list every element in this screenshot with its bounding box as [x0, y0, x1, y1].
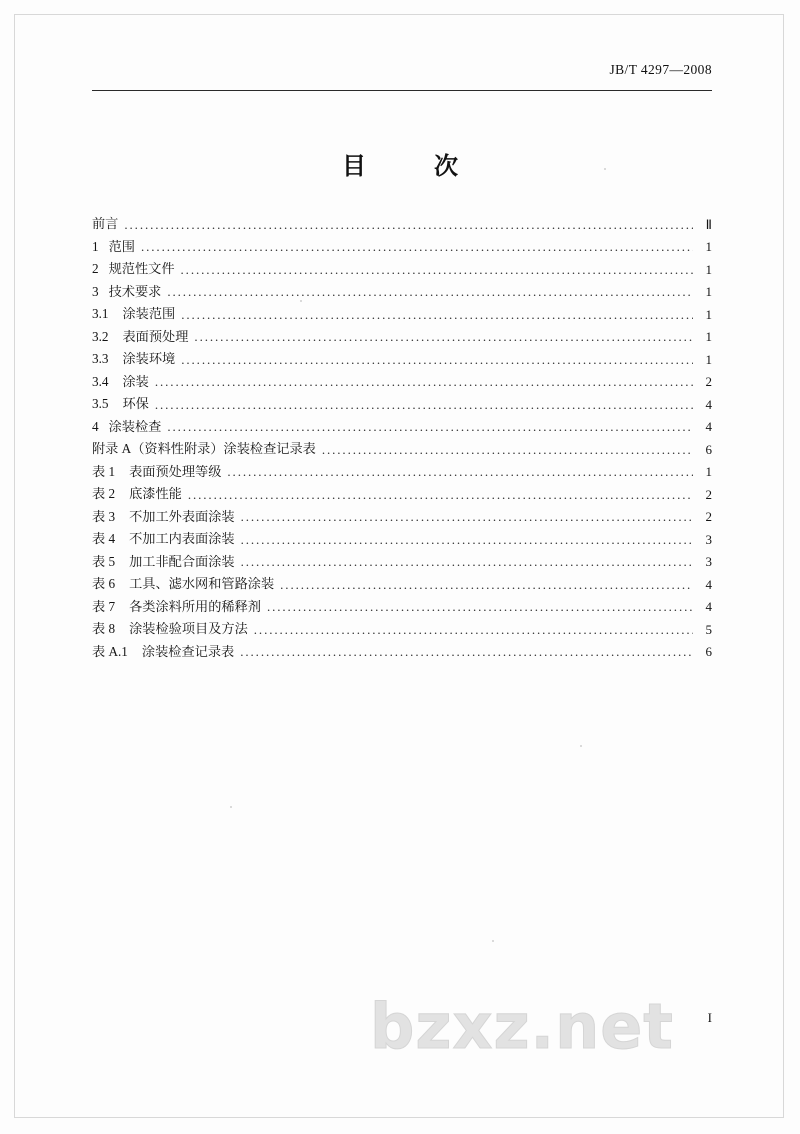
toc-entry[interactable]: [92, 523, 712, 546]
toc-entry-title: 涂装检查记录表: [141, 643, 235, 659]
scan-speck: [230, 806, 232, 808]
toc-entry-title: 涂装环境: [122, 351, 176, 367]
toc-entry[interactable]: [92, 411, 712, 434]
toc-entry-number: 3.1: [92, 306, 109, 322]
toc-entry-label: [92, 240, 139, 253]
toc-entry-label: [92, 420, 165, 433]
toc-leader-dots: [181, 351, 693, 364]
toc-leader-dots: [241, 531, 693, 544]
watermark: bzxz.net: [370, 990, 674, 1063]
toc-leader-dots: [141, 238, 693, 251]
toc-entry-title: 各类涂料所用的稀释剂: [129, 598, 261, 614]
toc-leader-dots: [254, 621, 693, 634]
toc-entry[interactable]: [92, 208, 712, 231]
scan-speck: [300, 300, 302, 302]
toc-entry-title: 表面预处理等级: [129, 463, 222, 479]
toc-entry[interactable]: [92, 276, 712, 299]
toc-leader-dots: [155, 396, 693, 409]
toc-entry-label: [92, 622, 252, 635]
page-title: 目 次: [342, 154, 480, 180]
toc-entry-label: [92, 555, 239, 568]
toc-entry-label: [92, 262, 179, 275]
toc-entry-page: 6: [705, 441, 712, 457]
toc-entry-title: 环保: [122, 396, 149, 412]
toc-entry-number: 表 3: [92, 508, 116, 524]
toc-entry-label: [92, 577, 278, 590]
toc-entry-label: [92, 307, 179, 320]
toc-entry-number: 4: [92, 418, 99, 434]
toc-entry-title: 范围: [108, 238, 135, 254]
toc-entry-label: [92, 442, 320, 455]
toc-entry-page: 1: [705, 351, 712, 367]
toc-entry-number: 表 5: [92, 553, 116, 569]
toc-entry[interactable]: [92, 433, 712, 456]
toc-entry-label: [92, 487, 186, 500]
table-of-contents: [92, 208, 712, 658]
toc-entry-title: 加工非配合面涂装: [129, 553, 235, 569]
toc-leader-dots: [322, 441, 693, 454]
toc-leader-dots: [181, 306, 693, 319]
toc-leader-dots: [240, 643, 693, 656]
toc-entry-page: 6: [705, 644, 712, 659]
toc-entry-title: 涂装范围: [122, 306, 176, 322]
toc-entry-page: 4: [705, 396, 712, 412]
toc-entry-title: 附录 A（资料性附录）涂装检查记录表: [92, 441, 316, 457]
toc-entry-label: [92, 330, 192, 343]
toc-leader-dots: [241, 553, 693, 566]
toc-entry-page: 1: [705, 329, 712, 344]
toc-entry-page: 2: [705, 486, 712, 502]
toc-entry-page: 4: [705, 576, 712, 592]
toc-entry-title: 涂装检验项目及方法: [129, 621, 248, 637]
toc-entry-label: [92, 375, 153, 388]
toc-entry[interactable]: [92, 591, 712, 614]
toc-entry-number: 3.2: [92, 328, 109, 344]
toc-leader-dots: [280, 576, 693, 589]
toc-entry-page: 3: [705, 554, 712, 569]
toc-entry-label: [92, 510, 239, 523]
toc-entry-label: [92, 645, 238, 658]
toc-leader-dots: [181, 261, 693, 274]
toc-entry-label: [92, 532, 239, 545]
toc-entry[interactable]: [92, 343, 712, 366]
toc-entry-title: 不加工外表面涂装: [129, 508, 235, 524]
page-number: I: [707, 1010, 712, 1025]
toc-entry-page: 5: [705, 621, 712, 637]
toc-entry-title: 底漆性能: [129, 486, 182, 502]
toc-entry-title: 规范性文件: [108, 261, 175, 277]
toc-leader-dots: [241, 508, 693, 521]
toc-entry-page: 1: [705, 284, 712, 299]
toc-entry-number: 2: [92, 261, 99, 277]
toc-entry-label: [92, 217, 122, 230]
scan-speck: [492, 940, 494, 942]
toc-entry-number: 1: [92, 238, 99, 254]
toc-entry[interactable]: [92, 501, 712, 524]
toc-entry[interactable]: [92, 231, 712, 254]
toc-entry[interactable]: [92, 298, 712, 321]
toc-entry-page: 3: [705, 531, 712, 547]
toc-entry[interactable]: [92, 478, 712, 501]
toc-entry-page: 2: [705, 509, 712, 524]
scan-speck: [580, 745, 582, 747]
page-header-standard-code: JB/T 4297—2008: [609, 62, 712, 77]
toc-entry-number: 表 8: [92, 621, 116, 637]
toc-entry-label: [92, 397, 153, 410]
toc-entry-page: 1: [705, 306, 712, 322]
toc-leader-dots: [124, 216, 693, 229]
toc-entry-number: 表 7: [92, 598, 116, 614]
toc-entry-page: Ⅱ: [705, 216, 712, 232]
toc-entry[interactable]: [92, 388, 712, 411]
toc-entry-number: 3: [92, 283, 99, 299]
toc-entry-title: 表面预处理: [122, 328, 189, 344]
toc-entry-number: 3.5: [92, 396, 109, 412]
toc-entry-number: 表 A.1: [92, 643, 128, 659]
toc-entry-number: 表 4: [92, 531, 116, 547]
toc-entry-page: 1: [705, 464, 712, 479]
toc-entry[interactable]: [92, 568, 712, 591]
toc-entry[interactable]: [92, 613, 712, 636]
toc-entry-page: 1: [705, 239, 712, 254]
toc-entry-title: 涂装: [122, 373, 149, 389]
toc-leader-dots: [155, 373, 693, 386]
toc-entry[interactable]: [92, 253, 712, 276]
toc-entry-label: [92, 352, 179, 365]
toc-leader-dots: [194, 328, 693, 341]
toc-entry-number: 表 6: [92, 576, 116, 592]
toc-entry[interactable]: [92, 456, 712, 479]
toc-leader-dots: [167, 418, 693, 431]
toc-leader-dots: [267, 598, 693, 611]
toc-entry-label: [92, 465, 225, 478]
toc-entry-number: 表 1: [92, 463, 116, 479]
toc-leader-dots: [167, 283, 693, 296]
toc-entry-number: 表 2: [92, 486, 116, 502]
scan-speck: [604, 168, 606, 170]
toc-entry-number: 3.3: [92, 351, 109, 367]
toc-entry-label: [92, 600, 265, 613]
toc-entry-title: 涂装检查: [108, 418, 162, 434]
toc-entry[interactable]: [92, 321, 712, 344]
toc-entry-label: [92, 285, 165, 298]
toc-leader-dots: [227, 463, 693, 476]
toc-entry[interactable]: [92, 546, 712, 569]
toc-entry[interactable]: [92, 366, 712, 389]
toc-entry-title: 技术要求: [108, 283, 162, 299]
toc-entry-page: 1: [705, 261, 712, 277]
toc-entry-number: 3.4: [92, 373, 109, 389]
toc-entry-title: 不加工内表面涂装: [129, 531, 235, 547]
toc-entry-title: 工具、滤水网和管路涂装: [129, 576, 275, 592]
toc-entry-title: 前言: [92, 216, 119, 232]
toc-entry-page: 4: [705, 419, 712, 434]
header-rule: [92, 90, 712, 91]
toc-entry[interactable]: [92, 636, 712, 659]
toc-leader-dots: [188, 486, 693, 499]
toc-entry-page: 4: [705, 599, 712, 614]
toc-entry-page: 2: [705, 374, 712, 389]
